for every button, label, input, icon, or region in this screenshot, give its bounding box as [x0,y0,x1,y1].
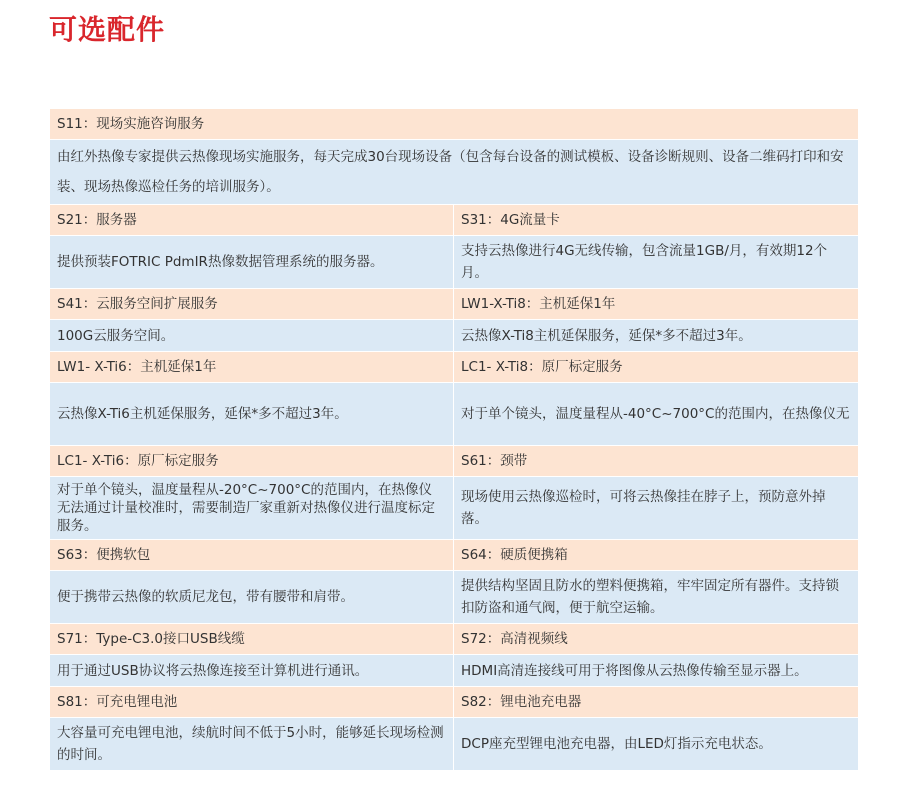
table-row [50,540,859,571]
accessories-table [49,108,859,771]
accessory-name-cell: LC1- X-Ti6：原厂标定服务 [50,446,454,477]
accessory-desc-cell: 100G云服务空间。 [50,320,454,352]
accessory-name-cell: S11：现场实施咨询服务 [50,109,859,140]
accessory-desc-cell: 对于单个镜头，温度量程从-40°C~700°C的范围内，在热像仪无 [454,383,859,446]
accessory-name-cell: S31：4G流量卡 [454,205,859,236]
table-row [50,571,859,624]
accessory-desc-cell: 云热像X-Ti8主机延保服务，延保*多不超过3年。 [454,320,859,352]
table-row [50,205,859,236]
accessory-name-cell: S63：便携软包 [50,540,454,571]
page-title: 可选配件 [49,13,166,46]
accessory-name-cell: S82：锂电池充电器 [454,687,859,718]
table-row [50,687,859,718]
accessory-desc-cell: 提供预装FOTRIC PdmIR热像数据管理系统的服务器。 [50,236,454,289]
accessory-desc-cell: 大容量可充电锂电池，续航时间不低于5小时，能够延长现场检测的时间。 [50,718,454,771]
accessory-name-cell: LW1- X-Ti6：主机延保1年 [50,352,454,383]
table-row [50,289,859,320]
accessory-name-cell: S72：高清视频线 [454,624,859,655]
accessory-name-cell: S71：Type-C3.0接口USB线缆 [50,624,454,655]
accessory-name-cell: LW1-X-Ti8：主机延保1年 [454,289,859,320]
accessory-desc-cell: 便于携带云热像的软质尼龙包，带有腰带和肩带。 [50,571,454,624]
accessory-desc-cell: DCP座充型锂电池充电器，由LED灯指示充电状态。 [454,718,859,771]
table-row [50,109,859,140]
accessory-name-cell: S64：硬质便携箱 [454,540,859,571]
table-row [50,140,859,205]
accessory-desc-cell: 由红外热像专家提供云热像现场实施服务，每天完成30台现场设备（包含每台设备的测试模板、设备诊断规则、设备二维码打印和安装、现场热像巡检任务的培训服务）。 [50,140,859,205]
table-row [50,446,859,477]
table-row [50,352,859,383]
accessory-desc-cell: 云热像X-Ti6主机延保服务，延保*多不超过3年。 [50,383,454,446]
accessory-desc-cell: 用于通过USB协议将云热像连接至计算机进行通讯。 [50,655,454,687]
accessory-name-cell: S21：服务器 [50,205,454,236]
table-row [50,477,859,540]
accessory-desc-cell: 提供结构坚固且防水的塑料便携箱，牢牢固定所有器件。支持锁扣防盗和通气阀，便于航空运输。 [454,571,859,624]
accessory-name-cell: S81：可充电锂电池 [50,687,454,718]
accessory-name-cell: LC1- X-Ti8：原厂标定服务 [454,352,859,383]
accessory-name-cell: S61：颈带 [454,446,859,477]
table-row [50,236,859,289]
table-row [50,624,859,655]
table-row [50,718,859,771]
accessory-desc-cell: HDMI高清连接线可用于将图像从云热像传输至显示器上。 [454,655,859,687]
accessory-desc-cell: 现场使用云热像巡检时，可将云热像挂在脖子上，预防意外掉落。 [454,477,859,540]
table-row [50,320,859,352]
accessory-desc-cell: 支持云热像进行4G无线传输，包含流量1GB/月，有效期12个月。 [454,236,859,289]
table-row [50,655,859,687]
accessory-name-cell: S41：云服务空间扩展服务 [50,289,454,320]
accessory-desc-cell: 对于单个镜头，温度量程从-20°C~700°C的范围内，在热像仪无法通过计量校准时，需要制造厂家重新对热像仪进行温度标定服务。 [50,477,454,540]
table-row [50,383,859,446]
